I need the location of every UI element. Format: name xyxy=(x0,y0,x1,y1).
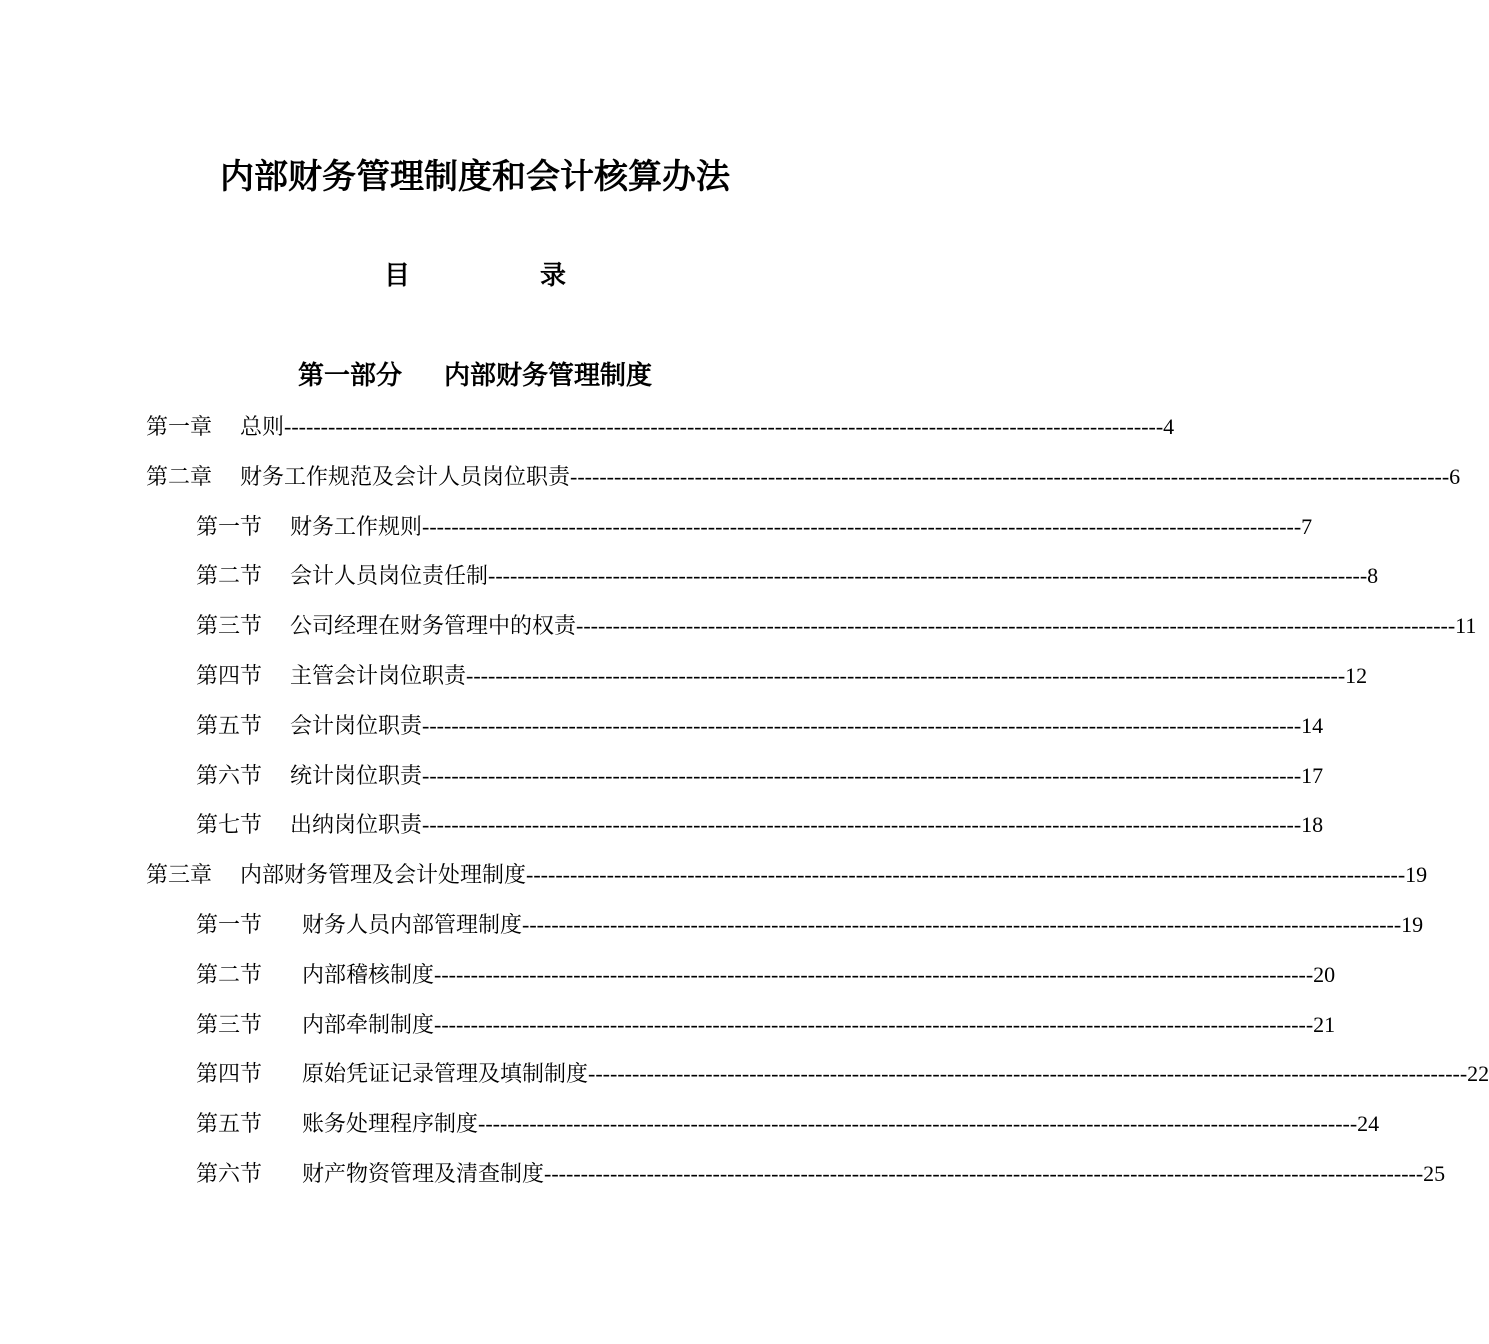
toc-leader-dashes: ------------------------------------------------------------------------------------------------------------------------ xyxy=(576,613,1456,639)
toc-entry-label xyxy=(196,801,290,851)
toc-entry-label xyxy=(196,951,302,1001)
toc-entry-name: 会计人员岗位责任制 xyxy=(290,564,489,590)
toc-leader-dashes: ------------------------------------------------------------------------------------------------------------------------ xyxy=(570,463,1450,489)
table-of-contents xyxy=(0,402,1489,1199)
toc-heading-char-2: 录 xyxy=(540,261,567,291)
toc-entry-label xyxy=(146,453,240,503)
toc-entry-label xyxy=(196,552,290,602)
toc-entry-page-number: 14 xyxy=(1301,712,1324,738)
toc-entry-number: 第三节 xyxy=(196,614,263,640)
toc-leader-dashes: ------------------------------------------------------------------------------------------------------------------------ xyxy=(422,762,1302,788)
toc-entry-number: 第一节 xyxy=(196,912,263,938)
toc-leader-dashes: ------------------------------------------------------------------------------------------------------------------------ xyxy=(544,1160,1424,1186)
toc-entry[interactable] xyxy=(0,1049,1489,1099)
part-label: 第一部分 xyxy=(297,361,402,391)
toc-entry-number: 第二节 xyxy=(196,564,263,590)
toc-entry-number: 第三章 xyxy=(146,863,213,889)
part-title xyxy=(0,358,950,394)
toc-heading xyxy=(0,258,950,294)
toc-entry-number: 第六节 xyxy=(196,763,263,789)
toc-entry-name: 会计岗位职责 xyxy=(290,713,423,739)
toc-entry-page-number: 17 xyxy=(1301,762,1324,788)
toc-entry-page-number: 22 xyxy=(1467,1061,1489,1087)
toc-entry-label xyxy=(196,1050,302,1100)
toc-entry-page-number: 6 xyxy=(1449,463,1461,489)
toc-entry-label xyxy=(196,503,290,553)
toc-entry-name: 财务工作规则 xyxy=(290,514,423,540)
toc-entry-name: 统计岗位职责 xyxy=(290,763,423,789)
toc-entry-number: 第五节 xyxy=(196,713,263,739)
toc-entry-name: 原始凭证记录管理及填制制度 xyxy=(302,1062,589,1088)
toc-entry[interactable] xyxy=(0,751,1324,801)
toc-leader-dashes: ------------------------------------------------------------------------------------------------------------------------ xyxy=(434,1011,1314,1037)
toc-entry-name: 公司经理在财务管理中的权责 xyxy=(290,614,577,640)
toc-entry-number: 第七节 xyxy=(196,813,263,839)
toc-entry-page-number: 11 xyxy=(1455,613,1477,639)
toc-entry-name: 总则 xyxy=(240,415,285,440)
toc-entry-number: 第五节 xyxy=(196,1112,263,1138)
toc-entry-label xyxy=(146,851,240,901)
toc-entry-name: 财务人员内部管理制度 xyxy=(302,912,523,938)
toc-entry-number: 第六节 xyxy=(196,1161,263,1187)
toc-entry-name: 财务工作规范及会计人员岗位职责 xyxy=(240,464,571,490)
toc-entry-number: 第二章 xyxy=(146,464,213,490)
toc-entry-label xyxy=(196,901,302,951)
toc-entry[interactable] xyxy=(0,452,1461,502)
toc-entry-label xyxy=(196,1001,302,1051)
toc-entry-page-number: 12 xyxy=(1345,662,1368,688)
toc-entry-page-number: 7 xyxy=(1301,513,1313,539)
toc-leader-dashes: ------------------------------------------------------------------------------------------------------------------------ xyxy=(422,812,1302,838)
toc-entry-label xyxy=(146,403,240,453)
toc-entry-name: 内部稽核制度 xyxy=(302,962,435,988)
toc-entry[interactable] xyxy=(0,900,1424,950)
toc-entry[interactable] xyxy=(0,950,1336,1000)
toc-entry-name: 账务处理程序制度 xyxy=(302,1112,479,1138)
toc-entry-label xyxy=(196,1100,302,1150)
toc-leader-dashes: ------------------------------------------------------------------------------------------------------------------------ xyxy=(466,662,1346,688)
toc-heading-char-1: 目 xyxy=(384,261,411,291)
toc-entry[interactable] xyxy=(0,601,1477,651)
toc-entry-number: 第四节 xyxy=(196,1062,263,1088)
toc-entry-name: 出纳岗位职责 xyxy=(290,813,423,839)
toc-leader-dashes: ------------------------------------------------------------------------------------------------------------------------ xyxy=(588,1061,1468,1087)
toc-entry-label xyxy=(196,602,290,652)
toc-entry-page-number: 18 xyxy=(1301,812,1324,838)
toc-entry-page-number: 8 xyxy=(1367,563,1379,589)
toc-entry[interactable] xyxy=(0,1000,1336,1050)
toc-entry[interactable] xyxy=(0,1149,1446,1199)
toc-entry[interactable] xyxy=(0,502,1313,552)
toc-leader-dashes: ------------------------------------------------------------------------------------------------------------------------ xyxy=(434,961,1314,987)
toc-entry-page-number: 25 xyxy=(1423,1160,1446,1186)
toc-leader-dashes: ------------------------------------------------------------------------------------------------------------------------ xyxy=(478,1111,1358,1137)
toc-entry-page-number: 24 xyxy=(1357,1111,1380,1137)
toc-leader-dashes: ------------------------------------------------------------------------------------------------------------------------ xyxy=(488,563,1368,589)
toc-leader-dashes: ------------------------------------------------------------------------------------------------------------------------ xyxy=(284,414,1164,439)
toc-entry-page-number: 19 xyxy=(1405,862,1428,888)
toc-entry-page-number: 4 xyxy=(1163,414,1175,439)
toc-entry[interactable] xyxy=(0,1099,1380,1149)
toc-leader-dashes: ------------------------------------------------------------------------------------------------------------------------ xyxy=(422,513,1302,539)
toc-entry[interactable] xyxy=(0,651,1368,701)
toc-entry-name: 财产物资管理及清查制度 xyxy=(302,1161,545,1187)
toc-entry-number: 第一章 xyxy=(146,415,213,440)
toc-entry-number: 第三节 xyxy=(196,1012,263,1038)
toc-entry[interactable] xyxy=(0,402,1175,452)
part-name: 内部财务管理制度 xyxy=(444,361,653,391)
toc-entry-number: 第四节 xyxy=(196,663,263,689)
toc-entry-page-number: 21 xyxy=(1313,1011,1336,1037)
toc-entry[interactable] xyxy=(0,551,1379,601)
toc-entry-name: 主管会计岗位职责 xyxy=(290,663,467,689)
toc-leader-dashes: ------------------------------------------------------------------------------------------------------------------------ xyxy=(526,862,1406,888)
document-title: 内部财务管理制度和会计核算办法 xyxy=(220,157,730,197)
toc-entry-label xyxy=(196,652,290,702)
toc-entry[interactable] xyxy=(0,850,1428,900)
toc-entry-label xyxy=(196,752,290,802)
toc-entry-page-number: 19 xyxy=(1401,911,1424,937)
toc-entry-label xyxy=(196,1150,302,1200)
toc-entry[interactable] xyxy=(0,800,1324,850)
toc-entry-name: 内部财务管理及会计处理制度 xyxy=(240,863,527,889)
toc-entry-page-number: 20 xyxy=(1313,961,1336,987)
toc-entry-label xyxy=(196,702,290,752)
toc-leader-dashes: ------------------------------------------------------------------------------------------------------------------------ xyxy=(422,712,1302,738)
toc-entry[interactable] xyxy=(0,701,1324,751)
toc-entry-number: 第二节 xyxy=(196,962,263,988)
toc-entry-name: 内部牵制制度 xyxy=(302,1012,435,1038)
toc-leader-dashes: ------------------------------------------------------------------------------------------------------------------------ xyxy=(522,911,1402,937)
toc-entry-number: 第一节 xyxy=(196,514,263,540)
